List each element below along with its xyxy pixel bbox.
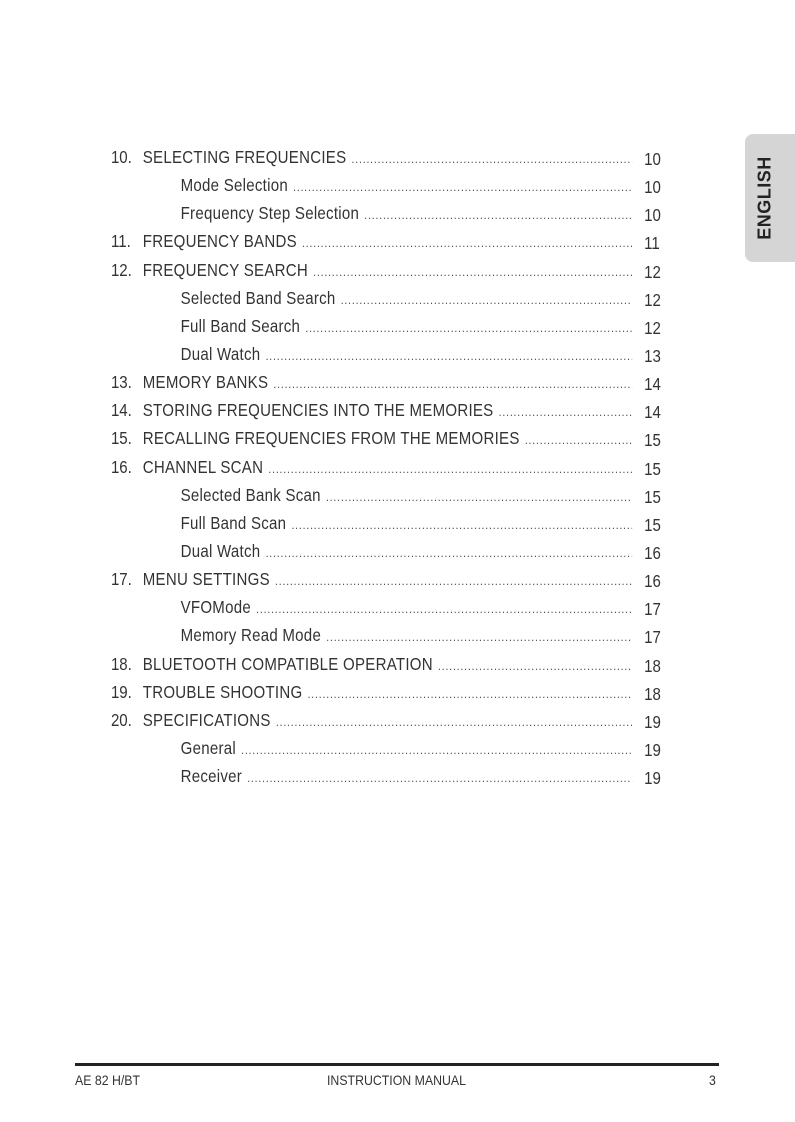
toc-entry-title: Frequency Step Selection <box>180 203 360 224</box>
toc-entry-page: 19 <box>644 739 661 760</box>
toc-entry-page: 15 <box>644 458 661 479</box>
toc-entry <box>0 227 795 255</box>
toc-entry-page: 15 <box>644 430 661 451</box>
toc-leader-dots <box>326 623 632 651</box>
toc-leader-dots <box>364 201 632 229</box>
toc-entry-page: 10 <box>644 177 661 198</box>
toc-leader-dots <box>352 145 633 173</box>
toc-subentry <box>0 312 795 340</box>
toc-entry-page: 10 <box>644 149 661 169</box>
toc-entry-title: RECALLING FREQUENCIES FROM THE MEMORIES <box>142 428 520 449</box>
toc-subentry <box>0 199 795 227</box>
toc-entry-page: 14 <box>644 402 661 423</box>
toc-entry-number: 15. <box>110 428 132 449</box>
toc-entry-page: 13 <box>644 345 661 366</box>
toc-subentry <box>0 734 795 762</box>
toc-entry-title: TROUBLE SHOOTING <box>142 681 303 702</box>
toc-entry-page: 10 <box>644 205 661 226</box>
toc-entry <box>0 678 795 706</box>
toc-entry <box>0 424 795 452</box>
toc-entry-title: SELECTING FREQUENCIES <box>142 147 347 167</box>
toc-subentry <box>0 284 795 312</box>
toc-entry-number: 20. <box>110 709 132 730</box>
toc-leader-dots <box>276 708 632 736</box>
toc-entry-title: MENU SETTINGS <box>142 569 270 590</box>
toc-entry-title: Mode Selection <box>180 175 288 196</box>
toc-leader-dots <box>256 595 632 623</box>
toc-subentry <box>0 593 795 621</box>
toc-entry <box>0 256 795 284</box>
toc-leader-dots <box>291 511 632 539</box>
toc-entry-page: 16 <box>644 571 661 592</box>
toc-entry-page: 12 <box>644 261 661 282</box>
toc-entry <box>0 706 795 734</box>
toc-entry-page: 19 <box>644 711 661 732</box>
toc-subentry <box>0 537 795 565</box>
toc-leader-dots <box>302 229 632 257</box>
toc-leader-dots <box>247 764 632 792</box>
toc-entry-title: Dual Watch <box>180 540 261 561</box>
language-tab-label: ENGLISH <box>754 156 775 240</box>
toc-leader-dots <box>525 426 632 454</box>
toc-entry-page: 17 <box>644 627 661 648</box>
toc-subentry <box>0 509 795 537</box>
toc-subentry <box>0 171 795 199</box>
toc-leader-dots <box>308 680 633 708</box>
toc-entry-title: BLUETOOTH COMPATIBLE OPERATION <box>142 653 433 674</box>
toc-entry-page: 15 <box>644 514 661 535</box>
toc-entry-number: 18. <box>110 653 132 674</box>
toc-subentry <box>0 481 795 509</box>
toc-entry-page: 19 <box>644 768 661 789</box>
toc-entry-title: STORING FREQUENCIES INTO THE MEMORIES <box>142 400 494 421</box>
toc-entry-title: Selected Band Search <box>180 287 336 308</box>
toc-leader-dots <box>499 398 632 426</box>
toc-entry-number: 11. <box>110 231 131 252</box>
toc-entry <box>0 650 795 678</box>
toc-subentry <box>0 762 795 790</box>
toc-entry-title: Dual Watch <box>180 343 261 364</box>
footer-page-number: 3 <box>709 1072 716 1088</box>
toc-leader-dots <box>313 258 632 286</box>
table-of-contents <box>0 143 795 790</box>
toc-leader-dots <box>305 314 632 342</box>
toc-leader-dots <box>293 173 632 201</box>
toc-entry-title: Selected Bank Scan <box>180 484 321 505</box>
toc-entry-number: 13. <box>110 372 132 393</box>
toc-entry-title: Receiver <box>180 766 243 787</box>
toc-leader-dots <box>241 736 632 764</box>
footer-doc-title: INSTRUCTION MANUAL <box>327 1072 466 1088</box>
toc-leader-dots <box>341 286 632 314</box>
toc-entry <box>0 368 795 396</box>
toc-entry-page: 17 <box>644 599 661 620</box>
toc-subentry <box>0 340 795 368</box>
toc-entry-number: 14. <box>110 400 132 421</box>
toc-entry-page: 18 <box>644 655 661 676</box>
toc-entry-page: 11 <box>644 233 660 254</box>
toc-leader-dots <box>275 567 632 595</box>
toc-entry-page: 12 <box>644 317 661 338</box>
toc-entry-title: FREQUENCY SEARCH <box>142 259 309 280</box>
toc-leader-dots <box>266 539 633 567</box>
toc-entry-title: MEMORY BANKS <box>142 372 269 393</box>
toc-entry-number: 17. <box>110 569 132 590</box>
toc-leader-dots <box>273 370 632 398</box>
toc-entry-page: 14 <box>644 374 661 395</box>
toc-entry <box>0 143 795 171</box>
footer-model: AE 82 H/BT <box>75 1072 141 1088</box>
toc-leader-dots <box>266 342 633 370</box>
toc-entry-number: 19. <box>110 681 132 702</box>
toc-leader-dots <box>268 455 632 483</box>
toc-entry-title: Full Band Scan <box>180 512 287 533</box>
footer-divider <box>75 1063 719 1066</box>
toc-entry-title: VFOMode <box>180 597 251 618</box>
toc-entry-title: Memory Read Mode <box>180 625 322 646</box>
toc-entry-number: 10. <box>110 147 132 167</box>
toc-leader-dots <box>438 652 632 680</box>
toc-entry-title: General <box>180 737 236 758</box>
toc-subentry <box>0 621 795 649</box>
toc-entry <box>0 396 795 424</box>
toc-entry-page: 12 <box>644 289 661 310</box>
toc-entry-title: FREQUENCY BANDS <box>142 231 297 252</box>
toc-entry-number: 12. <box>110 259 132 280</box>
toc-entry-page: 18 <box>644 683 661 704</box>
toc-entry-title: SPECIFICATIONS <box>142 709 271 730</box>
toc-entry-page: 16 <box>644 542 661 563</box>
toc-entry-title: CHANNEL SCAN <box>142 456 264 477</box>
toc-entry <box>0 453 795 481</box>
toc-leader-dots <box>326 483 632 511</box>
toc-entry <box>0 565 795 593</box>
toc-entry-title: Full Band Search <box>180 315 301 336</box>
toc-entry-page: 15 <box>644 486 661 507</box>
toc-entry-number: 16. <box>110 456 132 477</box>
